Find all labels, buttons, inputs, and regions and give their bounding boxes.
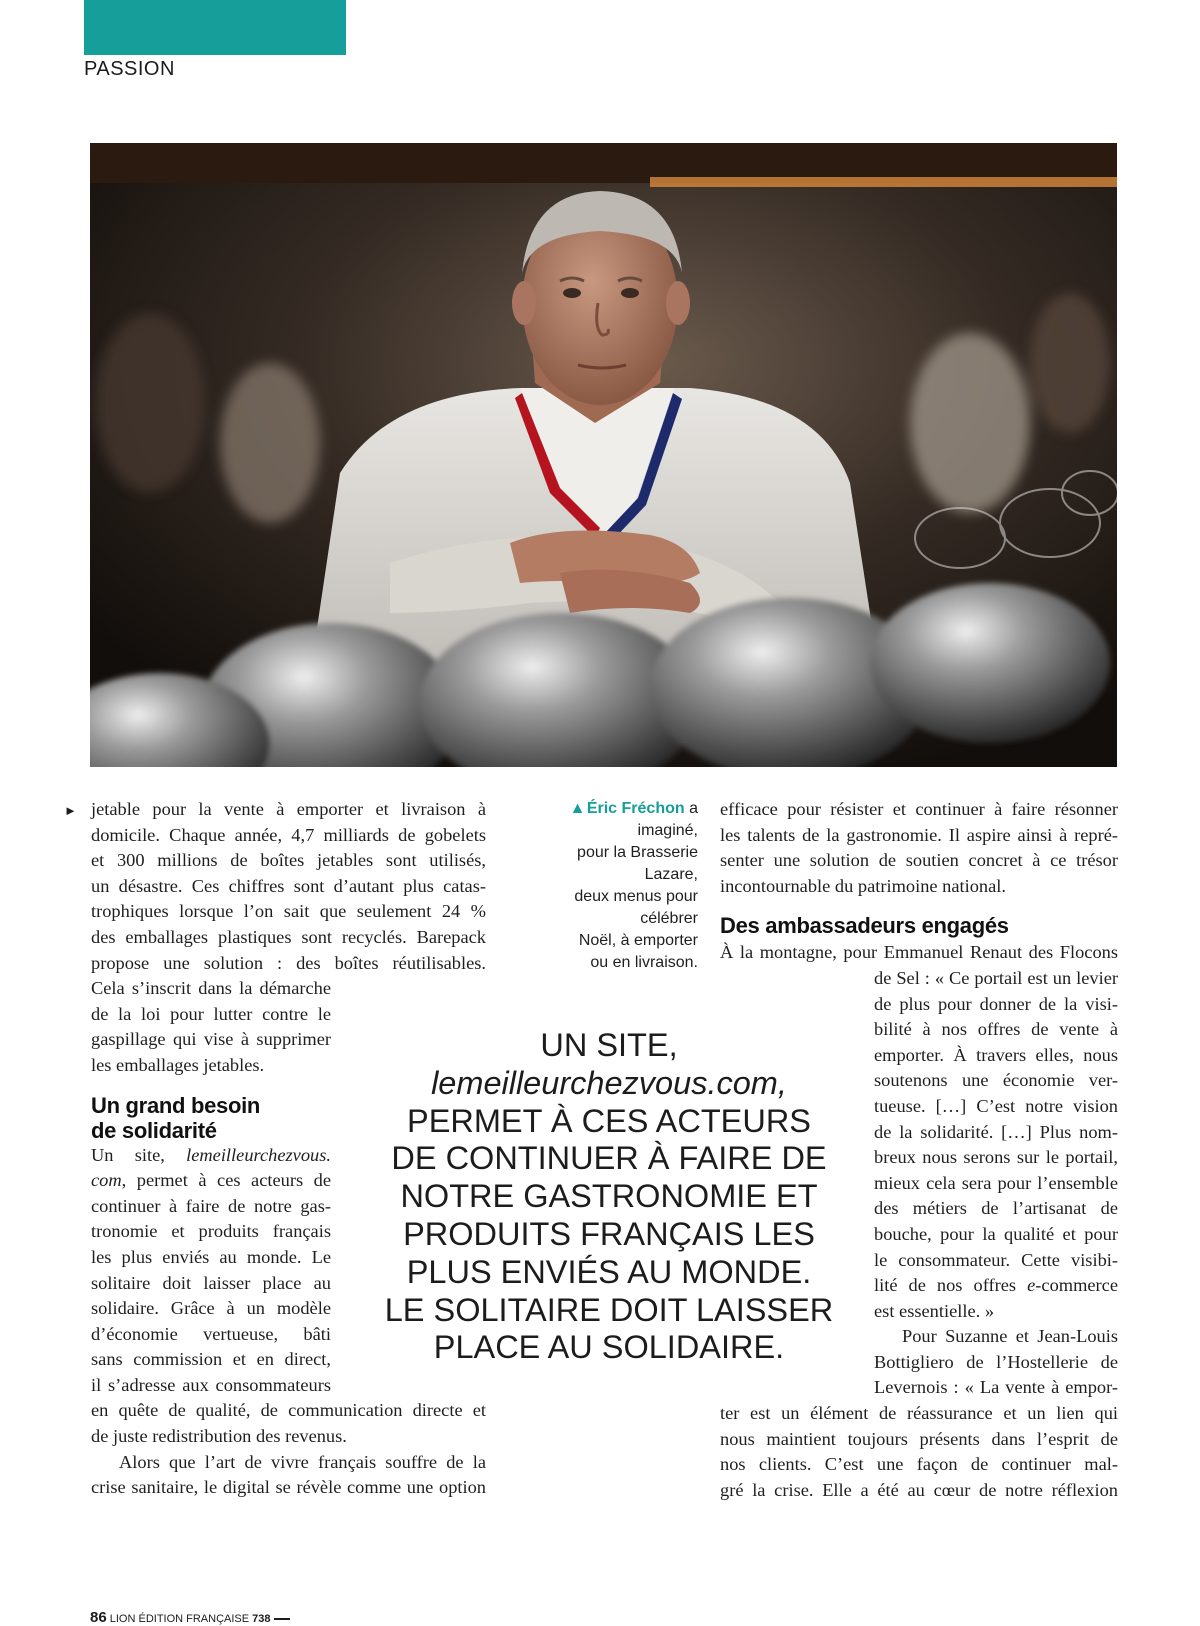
body-line: il s’adresse aux consommateurs xyxy=(91,1374,331,1395)
body-line: incontournable du patrimoine national. xyxy=(720,875,1006,896)
body-line: est essentielle. » xyxy=(874,1300,995,1321)
body-line: sans commission et en direct, xyxy=(91,1349,331,1370)
body-line: d’économie vertueuse, bâti xyxy=(91,1323,331,1344)
chef-photo xyxy=(90,143,1117,767)
pull-quote-line: PRODUITS FRANÇAIS LES xyxy=(403,1215,815,1252)
caption-line xyxy=(520,798,698,842)
body-line: de plus pour donner de la visi- xyxy=(874,993,1118,1014)
caption-line: pour la Brasserie Lazare, xyxy=(577,844,698,883)
caption-line: deux menus pour célébrer xyxy=(574,888,698,927)
body-line: et 300 millions de boîtes jetables sont utilisés, xyxy=(91,850,486,871)
photo-caption xyxy=(520,798,698,974)
pull-quote-line: NOTRE GASTRONOMIE ET xyxy=(400,1178,818,1215)
chef-photo-illustration xyxy=(90,143,1117,767)
body-line: ter est un élément de réassurance et un lien qui xyxy=(720,1403,1118,1424)
body-line: des métiers de l’artisanat de xyxy=(874,1198,1118,1219)
body-line: crise sanitaire, le digital se révèle comme une option xyxy=(91,1477,486,1498)
body-text: -commerce xyxy=(1035,1275,1118,1296)
body-line: le consommateur. Cette visibi- xyxy=(874,1249,1118,1270)
page-number: 86 xyxy=(90,1609,107,1626)
body-line xyxy=(874,1273,1118,1299)
pull-quote-line: UN SITE, xyxy=(540,1027,678,1063)
body-line: gré la crise. Elle a été au cœur de notre réflexion xyxy=(720,1479,1118,1500)
heading-line: Un grand besoin xyxy=(91,1092,261,1118)
pull-quote-line: PLUS ENVIÉS AU MONDE. xyxy=(406,1253,812,1290)
pull-quote-line: PERMET À CES ACTEURS xyxy=(407,1102,811,1139)
pull-quote-line: PLACE AU SOLIDAIRE. xyxy=(433,1329,785,1366)
body-line: nous maintient toujours présents dans l’esprit de xyxy=(720,1428,1118,1449)
section-label: PASSION xyxy=(84,58,175,80)
page-footer xyxy=(90,1609,290,1626)
body-line: solidaire. Grâce à un modèle xyxy=(91,1298,331,1319)
caption-line: ou en livraison. xyxy=(590,954,698,971)
heading-line: de solidarité xyxy=(91,1117,217,1143)
body-line: bouche, pour la qualité et pour xyxy=(874,1223,1118,1244)
section-tab-bar xyxy=(84,0,346,55)
body-line: de la loi pour lutter contre le xyxy=(91,1003,331,1024)
body-line: senter une solution de soutien concret à ce trésor xyxy=(720,850,1118,871)
body-line: Levernois : « La vente à empor- xyxy=(874,1377,1118,1398)
website-link[interactable]: com xyxy=(91,1170,122,1191)
body-text: e xyxy=(1027,1275,1036,1296)
body-line: tronomie et produits français xyxy=(91,1221,331,1242)
issue-number: 738 xyxy=(252,1613,271,1625)
section-heading: Des ambassadeurs engagés xyxy=(720,913,1009,939)
footer-rule xyxy=(274,1618,290,1620)
body-line xyxy=(91,1143,331,1169)
caption-text: a imaginé, xyxy=(637,800,698,839)
body-line: continuer à faire de notre gas- xyxy=(91,1195,331,1216)
pull-quote-link[interactable]: lemeilleurchezvous.com, xyxy=(431,1064,787,1101)
body-line: bilité à nos offres de vente à xyxy=(874,1019,1118,1040)
body-line: les emballages jetables. xyxy=(91,1054,265,1075)
body-line xyxy=(91,1168,331,1194)
body-text: , permet à ces acteurs de xyxy=(121,1170,331,1191)
body-line: Pour Suzanne et Jean-Louis xyxy=(902,1326,1118,1347)
body-line: les talents de la gastronomie. Il aspire ainsi à repré- xyxy=(720,824,1118,845)
body-line: nos clients. C’est une façon de continuer mal- xyxy=(720,1454,1118,1475)
body-line: Cela s’inscrit dans la démarche xyxy=(91,978,331,999)
body-line: mieux cela sera pour l’ensemble xyxy=(874,1172,1118,1193)
body-line: trophiques lorsque l’on sait que seulement 24 % xyxy=(91,901,486,922)
body-line: jetable pour la vente à emporter et livraison à xyxy=(91,799,486,819)
body-line: en quête de qualité, de communication directe et xyxy=(91,1400,486,1421)
publication-name: LION ÉDITION FRANÇAISE xyxy=(109,1613,250,1625)
body-line: de la solidarité. […] Plus nom- xyxy=(874,1121,1118,1142)
continuation-arrow-icon: ► xyxy=(64,803,77,818)
pull-quote-line: DE CONTINUER À FAIRE DE xyxy=(391,1140,827,1177)
article-column-right xyxy=(720,797,1118,1503)
caption-line: Noël, à emporter xyxy=(578,932,698,949)
caption-name: Éric Fréchon xyxy=(586,800,685,817)
body-line: breux nous serons sur le portail, xyxy=(874,1147,1118,1168)
body-line: gaspillage qui vise à supprimer xyxy=(91,1029,331,1050)
website-link[interactable]: lemeilleurchezvous. xyxy=(186,1144,331,1165)
body-line: Bottigliero de l’Hostellerie de xyxy=(874,1351,1118,1372)
body-line: un désastre. Ces chiffres sont d’autant plus catas- xyxy=(91,875,486,896)
body-line: emporter. À travers elles, nous xyxy=(874,1044,1118,1065)
body-line: des emballages plastiques sont recyclés. Barepack xyxy=(91,926,486,947)
body-line: de juste redistribution des revenus. xyxy=(91,1426,347,1447)
body-line: efficace pour résister et continuer à faire résonner xyxy=(720,799,1118,819)
body-line: domicile. Chaque année, 4,7 milliards de gobelets xyxy=(91,824,486,845)
body-text: lité de nos offres xyxy=(874,1275,1017,1296)
body-line: de Sel : « Ce portail est un levier xyxy=(874,967,1118,988)
body-line: propose une solution : des boîtes réutilisables. xyxy=(91,952,486,973)
body-line: soutenons une économie ver- xyxy=(874,1070,1118,1091)
body-text: Un site, xyxy=(91,1144,165,1165)
body-line: tueuse. […] C’est notre vision xyxy=(874,1095,1118,1116)
caption-arrow-icon: ▲ xyxy=(569,800,586,817)
body-line: les plus enviés au monde. Le xyxy=(91,1246,331,1267)
body-line: solitaire doit laisser place au xyxy=(91,1272,331,1293)
pull-quote-line: LE SOLITAIRE DOIT LAISSER xyxy=(384,1291,834,1328)
body-line: À la montagne, pour Emmanuel Renaut des Flocons xyxy=(720,942,1118,963)
body-line: Alors que l’art de vivre français souffre de la xyxy=(119,1451,486,1472)
